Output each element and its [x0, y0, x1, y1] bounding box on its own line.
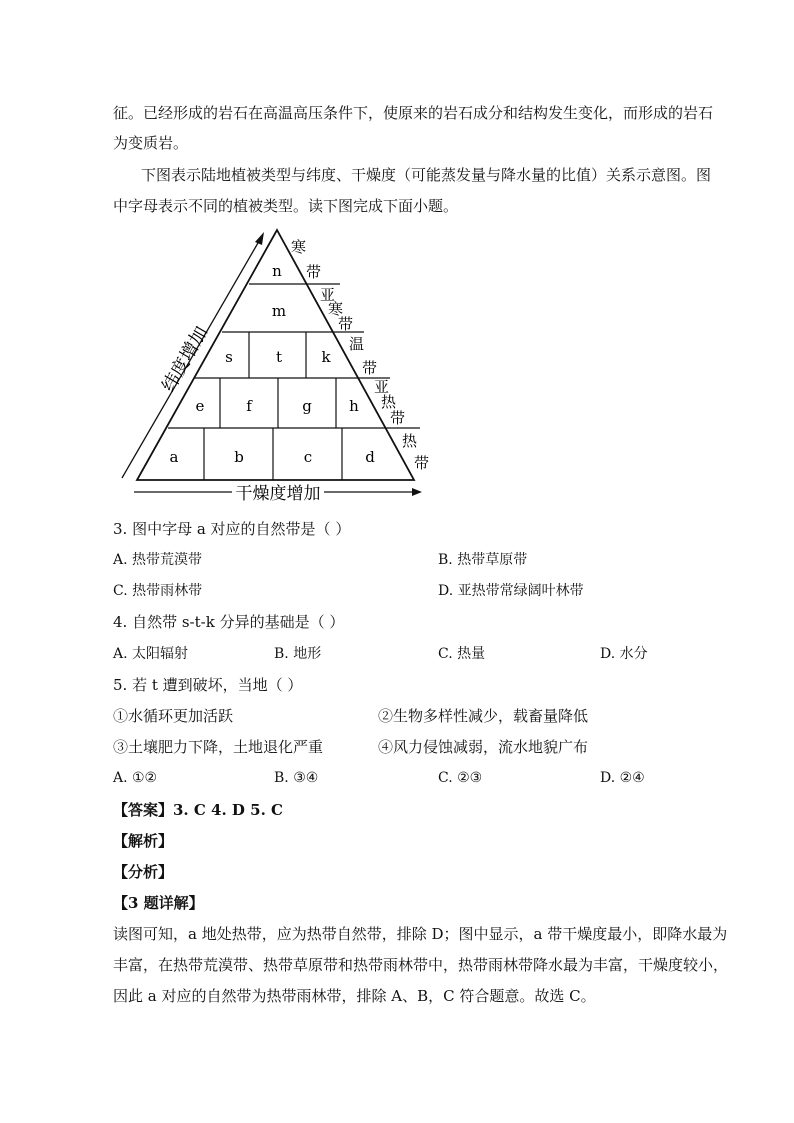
- latitude-axis-label: 纬度增加: [158, 322, 213, 396]
- cell-n: n: [272, 262, 282, 280]
- zone-label: 温: [349, 335, 365, 353]
- detail-line-1: 读图可知，a 地处热带，应为热带自然带，排除 D；图中显示，a 带干燥度最小，即降水最为: [113, 925, 728, 943]
- cell-f: f: [246, 397, 252, 415]
- zone-label: 热: [402, 432, 418, 450]
- q5-option-a: A. ①②: [113, 770, 158, 786]
- q4-option-c: C. 热量: [438, 646, 486, 662]
- cell-s: s: [225, 348, 233, 366]
- intro-line-3: 下图表示陆地植被类型与纬度、干燥度（可能蒸发量与降水量的比值）关系示意图。图: [141, 166, 712, 184]
- cell-d: d: [365, 448, 375, 466]
- q5-option-b: B. ③④: [274, 770, 319, 786]
- cell-k: k: [321, 348, 331, 366]
- q3-stem: 3. 图中字母 a 对应的自然带是（ ）: [113, 520, 351, 538]
- intro-line-2: 为变质岩。: [113, 134, 189, 152]
- q5-option-d: D. ②④: [600, 770, 645, 786]
- intro-line-1: 征。已经形成的岩石在高温高压条件下，使原来的岩石成分和结构发生变化，而形成的岩石: [113, 104, 714, 122]
- arrow-head-icon: [255, 232, 264, 245]
- q4-stem: 4. 自然带 s-t-k 分异的基础是（ ）: [113, 613, 345, 631]
- cell-m: m: [271, 302, 287, 320]
- answer-line: 【答案】3. C 4. D 5. C: [113, 801, 283, 819]
- zone-label: 寒: [328, 300, 344, 318]
- zone-label: 热: [381, 393, 397, 411]
- detail-heading: 【3 题详解】: [113, 894, 204, 912]
- analysis-heading: 【解析】: [113, 832, 174, 850]
- detail-line-3: 因此 a 对应的自然带为热带雨林带，排除 A、B，C 符合题意。故选 C。: [113, 987, 596, 1005]
- cell-b: b: [234, 448, 244, 466]
- q4-option-a: A. 太阳辐射: [113, 646, 189, 662]
- zone-label: 带: [362, 359, 378, 377]
- cell-e: e: [195, 397, 205, 415]
- zone-label: 亚: [374, 378, 390, 396]
- zone-label: 带: [306, 263, 322, 281]
- q3-option-c: C. 热带雨林带: [113, 583, 203, 599]
- q5-statement-2: ②生物多样性减少，载畜量降低: [378, 707, 589, 725]
- q5-statement-4: ④风力侵蚀减弱，流水地貌广布: [378, 738, 589, 756]
- zone-label: 带: [390, 409, 406, 427]
- vegetation-pyramid-figure: [0, 220, 794, 520]
- q4-option-d: D. 水分: [600, 646, 648, 662]
- zone-label: 亚: [320, 286, 336, 304]
- cell-h: h: [349, 397, 359, 415]
- arrow-head-icon: [412, 488, 422, 496]
- q4-option-b: B. 地形: [274, 646, 322, 662]
- q3-option-b: B. 热带草原带: [438, 552, 528, 568]
- fenxi-heading: 【分析】: [113, 863, 174, 881]
- cell-t: t: [275, 348, 283, 366]
- detail-line-2: 丰富，在热带荒漠带、热带草原带和热带雨林带中，热带雨林带降水最为丰富，干燥度较小，: [113, 956, 729, 974]
- cell-a: a: [169, 448, 179, 466]
- zone-label: 寒: [291, 238, 307, 256]
- q3-option-d: D. 亚热带常绿阔叶林带: [438, 583, 584, 599]
- cell-g: g: [302, 397, 312, 415]
- q5-statement-1: ①水循环更加活跃: [113, 707, 234, 725]
- zone-label: 带: [414, 454, 430, 472]
- intro-line-4: 中字母表示不同的植被类型。读下图完成下面小题。: [113, 197, 459, 215]
- zone-label: 带: [338, 315, 354, 333]
- q5-option-c: C. ②③: [438, 770, 483, 786]
- cell-c: c: [303, 448, 313, 466]
- q5-stem: 5. 若 t 遭到破坏，当地（ ）: [113, 676, 303, 694]
- dryness-axis-label: 干燥度增加: [235, 484, 321, 504]
- q3-option-a: A. 热带荒漠带: [113, 552, 203, 568]
- q5-statement-3: ③土壤肥力下降，土地退化严重: [113, 738, 324, 756]
